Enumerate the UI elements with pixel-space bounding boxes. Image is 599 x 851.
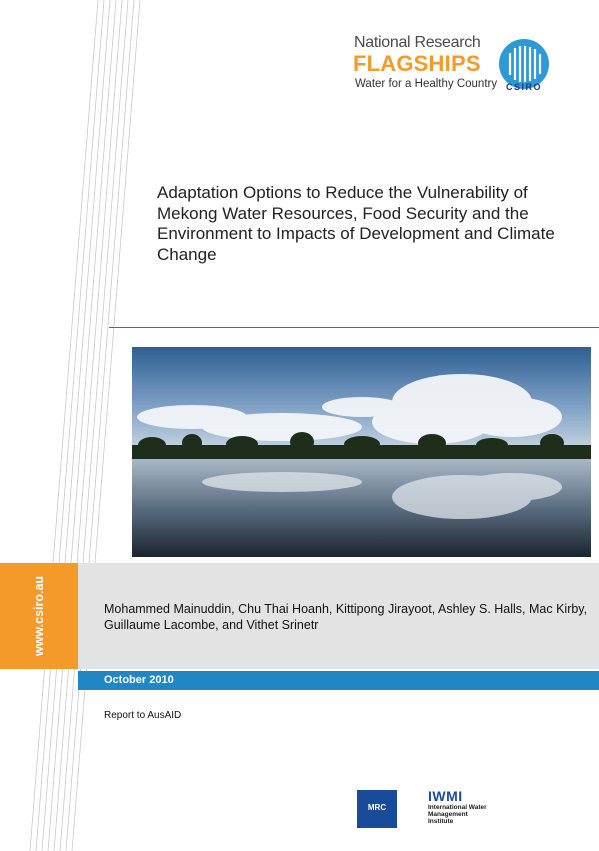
title-divider	[109, 327, 599, 328]
csiro-label: CSIRO	[505, 82, 542, 92]
flagships-logo	[346, 28, 596, 100]
mrc-label: MRC	[367, 803, 387, 812]
document-title: Adaptation Options to Reduce the Vulnerability of Mekong Water Resources, Food Security and the Environment to Impacts of Development and Climate Change	[157, 183, 555, 264]
mrc-logo-icon	[357, 790, 397, 828]
authors-list: Mohammed Mainuddin, Chu Thai Hoanh, Kittipong Jirayoot, Ashley S. Halls, Mac Kirby, Guillaume Lacombe, and Vithet Srinetr	[104, 602, 588, 632]
mekong-landscape-photo	[132, 347, 591, 557]
iwmi-label: IWMI	[428, 788, 463, 804]
brand-line3: Water for a Healthy Country	[355, 78, 498, 90]
brand-line1: National Research	[354, 34, 481, 51]
brand-line2: FLAGSHIPS	[353, 51, 481, 76]
report-recipient: Report to AusAID	[104, 710, 182, 721]
iwmi-logo	[428, 788, 490, 830]
csiro-url[interactable]	[27, 568, 51, 664]
publication-date: October 2010	[104, 674, 174, 686]
iwmi-subtitle: International Water Management Institute	[428, 804, 487, 825]
csiro-url-text[interactable]: www.csiro.au	[32, 575, 46, 657]
